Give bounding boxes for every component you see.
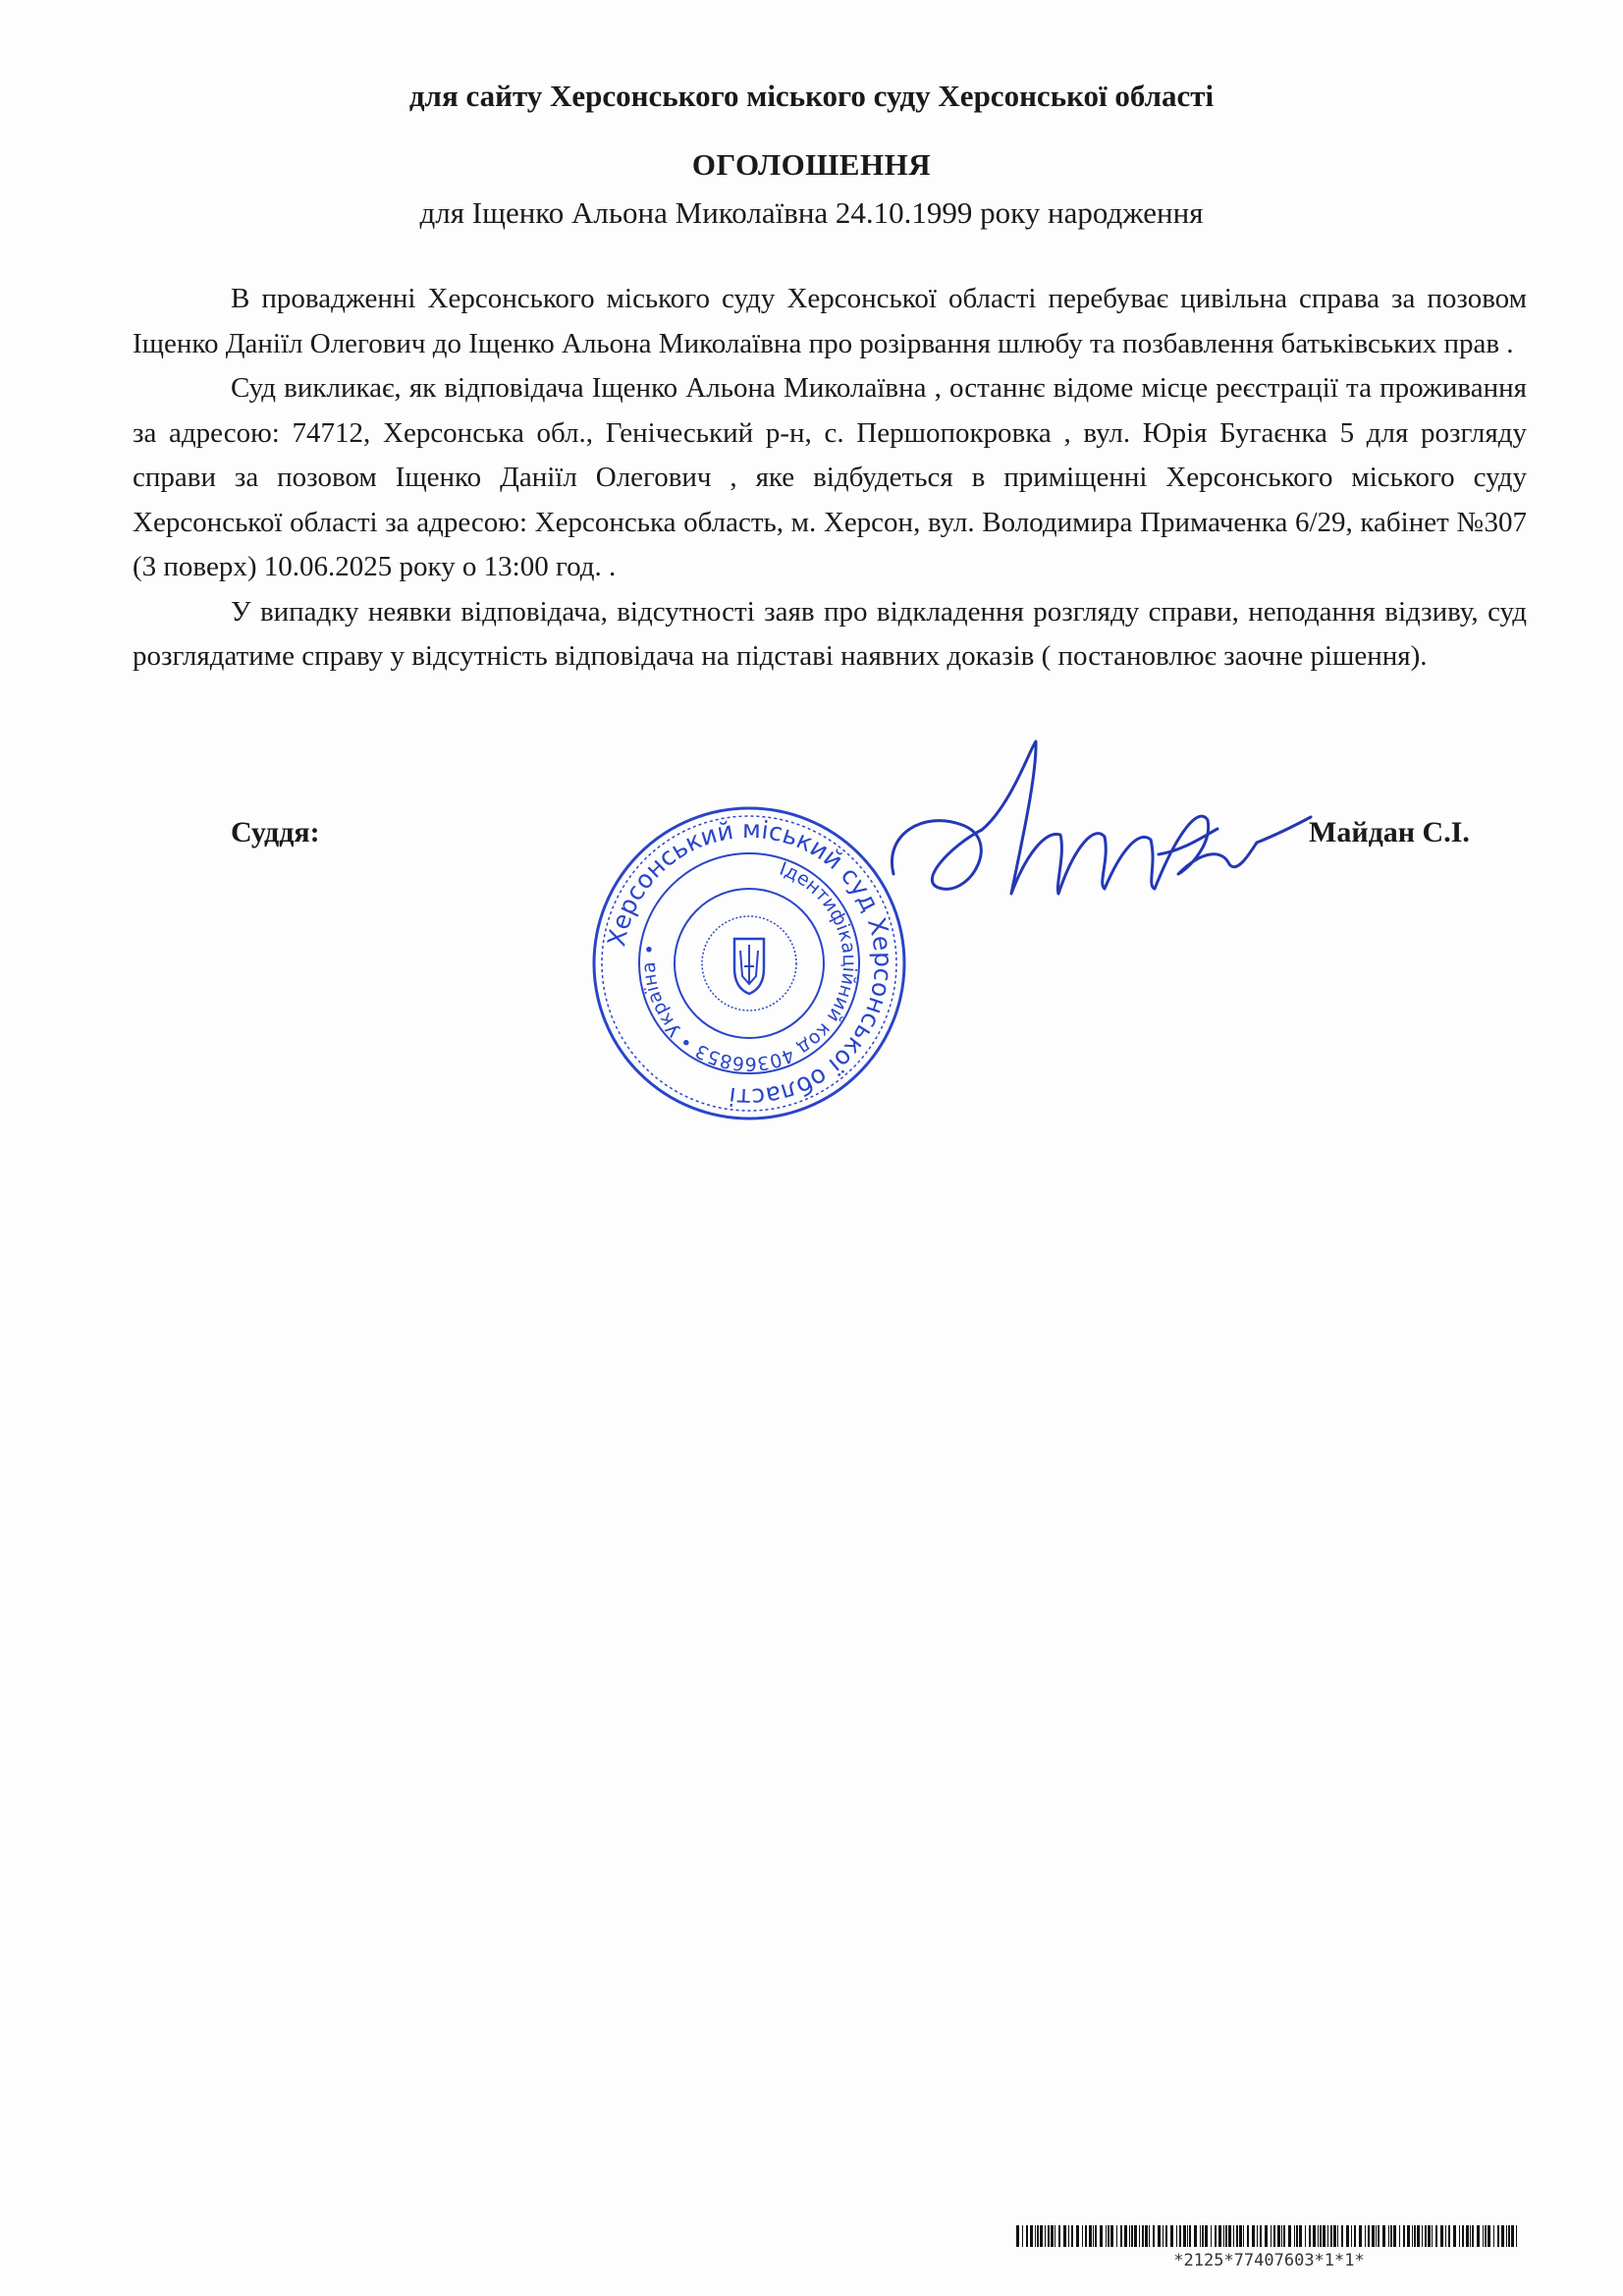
barcode-bar <box>1129 2225 1130 2247</box>
barcode-bar <box>1470 2225 1471 2247</box>
barcode-bar <box>1283 2225 1285 2247</box>
barcode-bar <box>1176 2225 1177 2247</box>
barcode-bar <box>1218 2225 1221 2247</box>
barcode-bar <box>1483 2225 1484 2247</box>
barcode-bar <box>1359 2225 1362 2247</box>
site-header-line: для сайту Херсонського міського суду Херсонської області <box>408 79 1215 113</box>
barcode-bar <box>1257 2225 1258 2247</box>
barcode-bar <box>1252 2225 1255 2247</box>
court-seal-stamp <box>587 801 911 1125</box>
barcode-bar <box>1368 2225 1370 2247</box>
barcode-bar <box>1200 2225 1201 2247</box>
barcode-bar <box>1472 2225 1474 2247</box>
barcode-bar <box>1281 2225 1282 2247</box>
barcode-bar <box>1488 2225 1490 2247</box>
barcode-bar <box>1477 2225 1480 2247</box>
barcode-bar <box>1412 2225 1413 2247</box>
barcode-bar <box>1414 2225 1416 2247</box>
document-barcode <box>1016 2225 1522 2247</box>
barcode-bar <box>1337 2225 1338 2247</box>
barcode-bar <box>1435 2225 1437 2247</box>
barcode-bar <box>1139 2225 1140 2247</box>
barcode-bar <box>1215 2225 1217 2247</box>
barcode-bar <box>1124 2225 1127 2247</box>
document-title: ОГОЛОШЕННЯ <box>691 147 932 182</box>
barcode-bar <box>1183 2225 1186 2247</box>
barcode-bar <box>1158 2225 1161 2247</box>
barcode-bar <box>1108 2225 1109 2247</box>
barcode-bar <box>1037 2225 1039 2247</box>
seal-outer-text: Херсонський міський суд Херсонської області <box>602 814 898 1113</box>
barcode-bar <box>1459 2225 1460 2247</box>
barcode-bar <box>1225 2225 1227 2247</box>
barcode-bar <box>1153 2225 1155 2247</box>
barcode-bar <box>1309 2225 1311 2247</box>
barcode-bar <box>1417 2225 1420 2247</box>
barcode-bar <box>1323 2225 1325 2247</box>
paragraph-consequences: У випадку неявки відповідача, відсутності заяв про відкладення розгляду справи, неподання відзиву, суд розглядатиме справу у відсутність відповідача на підставі наявних доказів ( постановлює заочне рішення). <box>133 595 1527 672</box>
barcode-bar <box>1346 2225 1349 2247</box>
barcode-bar <box>1294 2225 1295 2247</box>
barcode-bar <box>1236 2225 1238 2247</box>
barcode-bar <box>1223 2225 1224 2247</box>
barcode-bar <box>1341 2225 1343 2247</box>
barcode-bar <box>1354 2225 1356 2247</box>
barcode-bar <box>1428 2225 1431 2247</box>
barcode-bar <box>1497 2225 1499 2247</box>
barcode-bar <box>1365 2225 1366 2247</box>
barcode-bar <box>1085 2225 1087 2247</box>
barcode-bar <box>1376 2225 1377 2247</box>
barcode-bar <box>1260 2225 1262 2247</box>
barcode-bar <box>1145 2225 1148 2247</box>
barcode-bar <box>1485 2225 1487 2247</box>
barcode-bar <box>1333 2225 1336 2247</box>
paragraph-case: В провадженні Херсонського міського суду Херсонської області перебуває цивільна справа за позовом Іщенко Даніїл Олегович до Іщенко Альона Миколаївна про розірвання шлюбу та позбавлення батьківських прав . <box>133 283 1527 359</box>
barcode-bar <box>1187 2225 1188 2247</box>
barcode-bar <box>1382 2225 1385 2247</box>
barcode-bar <box>1422 2225 1423 2247</box>
announcement-body <box>133 277 1527 680</box>
barcode-bar <box>1082 2225 1083 2247</box>
barcode-bar <box>1106 2225 1107 2247</box>
barcode-bar <box>1058 2225 1060 2247</box>
barcode-number: *2125*77407603*1*1* <box>1173 2251 1365 2270</box>
barcode-bar <box>1048 2225 1050 2247</box>
barcode-bar <box>1243 2225 1244 2247</box>
barcode-bar <box>1305 2225 1306 2247</box>
barcode-bar <box>1390 2225 1392 2247</box>
barcode-bar <box>1131 2225 1133 2247</box>
barcode-bar <box>1071 2225 1073 2247</box>
barcode-bar <box>1351 2225 1352 2247</box>
barcode-bar <box>1030 2225 1033 2247</box>
barcode-bar <box>1089 2225 1092 2247</box>
barcode-bar <box>1440 2225 1443 2247</box>
barcode-bar <box>1116 2225 1117 2247</box>
barcode-bar <box>1233 2225 1234 2247</box>
barcode-bar <box>1051 2225 1054 2247</box>
barcode-bar <box>1211 2225 1212 2247</box>
barcode-bar <box>1296 2225 1298 2247</box>
barcode-bar <box>1313 2225 1316 2247</box>
barcode-bar <box>1501 2225 1504 2247</box>
barcode-bar <box>1399 2225 1400 2247</box>
judge-signature <box>864 727 1316 933</box>
barcode-bar <box>1425 2225 1427 2247</box>
barcode-bar <box>1462 2225 1464 2247</box>
barcode-bar <box>1511 2225 1514 2247</box>
barcode-bar <box>1179 2225 1181 2247</box>
barcode-bar <box>1318 2225 1319 2247</box>
barcode-bar <box>1265 2225 1268 2247</box>
barcode-bar <box>1273 2225 1275 2247</box>
barcode-bar <box>1228 2225 1231 2247</box>
barcode-bar <box>1506 2225 1507 2247</box>
seal-inner-text: Ідентифікаційний код 40366853 • Україна • <box>637 857 861 1075</box>
barcode-bar <box>1202 2225 1204 2247</box>
barcode-bar <box>1068 2225 1069 2247</box>
barcode-bar <box>1149 2225 1150 2247</box>
barcode-bar <box>1403 2225 1405 2247</box>
barcode-bar <box>1327 2225 1328 2247</box>
barcode-bar <box>1035 2225 1036 2247</box>
barcode-bar <box>1445 2225 1446 2247</box>
barcode-bar <box>1239 2225 1242 2247</box>
barcode-bar <box>1095 2225 1097 2247</box>
barcode-bar <box>1466 2225 1469 2247</box>
paragraph-summons: Суд викликає, як відповідача Іщенко Альона Миколаївна , останнє відоме місце реєстрації та проживання за адресою: 74712, Херсонська обл., Генічеський р-н, с. Першопокровка , вул. Юрія Бугаєнка 5 для розгляду справи за позовом Іщенко Даніїл Олегович , яке відбудеться в приміщенні Херсонського міського суду Херсонської області за адресою: Херсонська область, м. Херсон, вул. Володимира Примаченка 6/29, кабінет №307 (3 поверх) 10.06.2025 року о 13:00 год. . <box>133 372 1527 582</box>
judge-label: Суддя: <box>231 816 320 848</box>
barcode-bar <box>1393 2225 1396 2247</box>
barcode-bar <box>1110 2225 1113 2247</box>
barcode-bar <box>1142 2225 1144 2247</box>
barcode-bar <box>1026 2225 1028 2247</box>
barcode-bar <box>1407 2225 1410 2247</box>
barcode-bar <box>1093 2225 1094 2247</box>
barcode-bar <box>1372 2225 1375 2247</box>
barcode-bar <box>1388 2225 1389 2247</box>
barcode-bar <box>1277 2225 1280 2247</box>
barcode-bar <box>1330 2225 1332 2247</box>
barcode-bar <box>1076 2225 1079 2247</box>
barcode-bar <box>1120 2225 1122 2247</box>
barcode-bar <box>1063 2225 1066 2247</box>
barcode-bar <box>1100 2225 1103 2247</box>
barcode-bar <box>1045 2225 1046 2247</box>
barcode-bar <box>1299 2225 1302 2247</box>
barcode-bar <box>1247 2225 1249 2247</box>
barcode-bar <box>1288 2225 1291 2247</box>
barcode-bar <box>1134 2225 1137 2247</box>
addressee-line: для Іщенко Альона Миколаївна 24.10.1999 року народження <box>419 195 1204 230</box>
barcode-bar <box>1448 2225 1450 2247</box>
barcode-bar <box>1016 2225 1019 2247</box>
barcode-bar <box>1022 2225 1023 2247</box>
barcode-bar <box>1194 2225 1197 2247</box>
barcode-bar <box>1205 2225 1208 2247</box>
barcode-bar <box>1378 2225 1380 2247</box>
barcode-bar <box>1453 2225 1456 2247</box>
barcode-bar <box>1493 2225 1494 2247</box>
barcode-bar <box>1040 2225 1043 2247</box>
barcode-bar <box>1508 2225 1510 2247</box>
barcode-bar <box>1165 2225 1167 2247</box>
barcode-bar <box>1189 2225 1191 2247</box>
barcode-bar <box>1516 2225 1517 2247</box>
barcode-bar <box>1320 2225 1322 2247</box>
judge-name: Майдан С.І. <box>1309 816 1470 848</box>
barcode-bar <box>1170 2225 1173 2247</box>
barcode-bar <box>1432 2225 1433 2247</box>
